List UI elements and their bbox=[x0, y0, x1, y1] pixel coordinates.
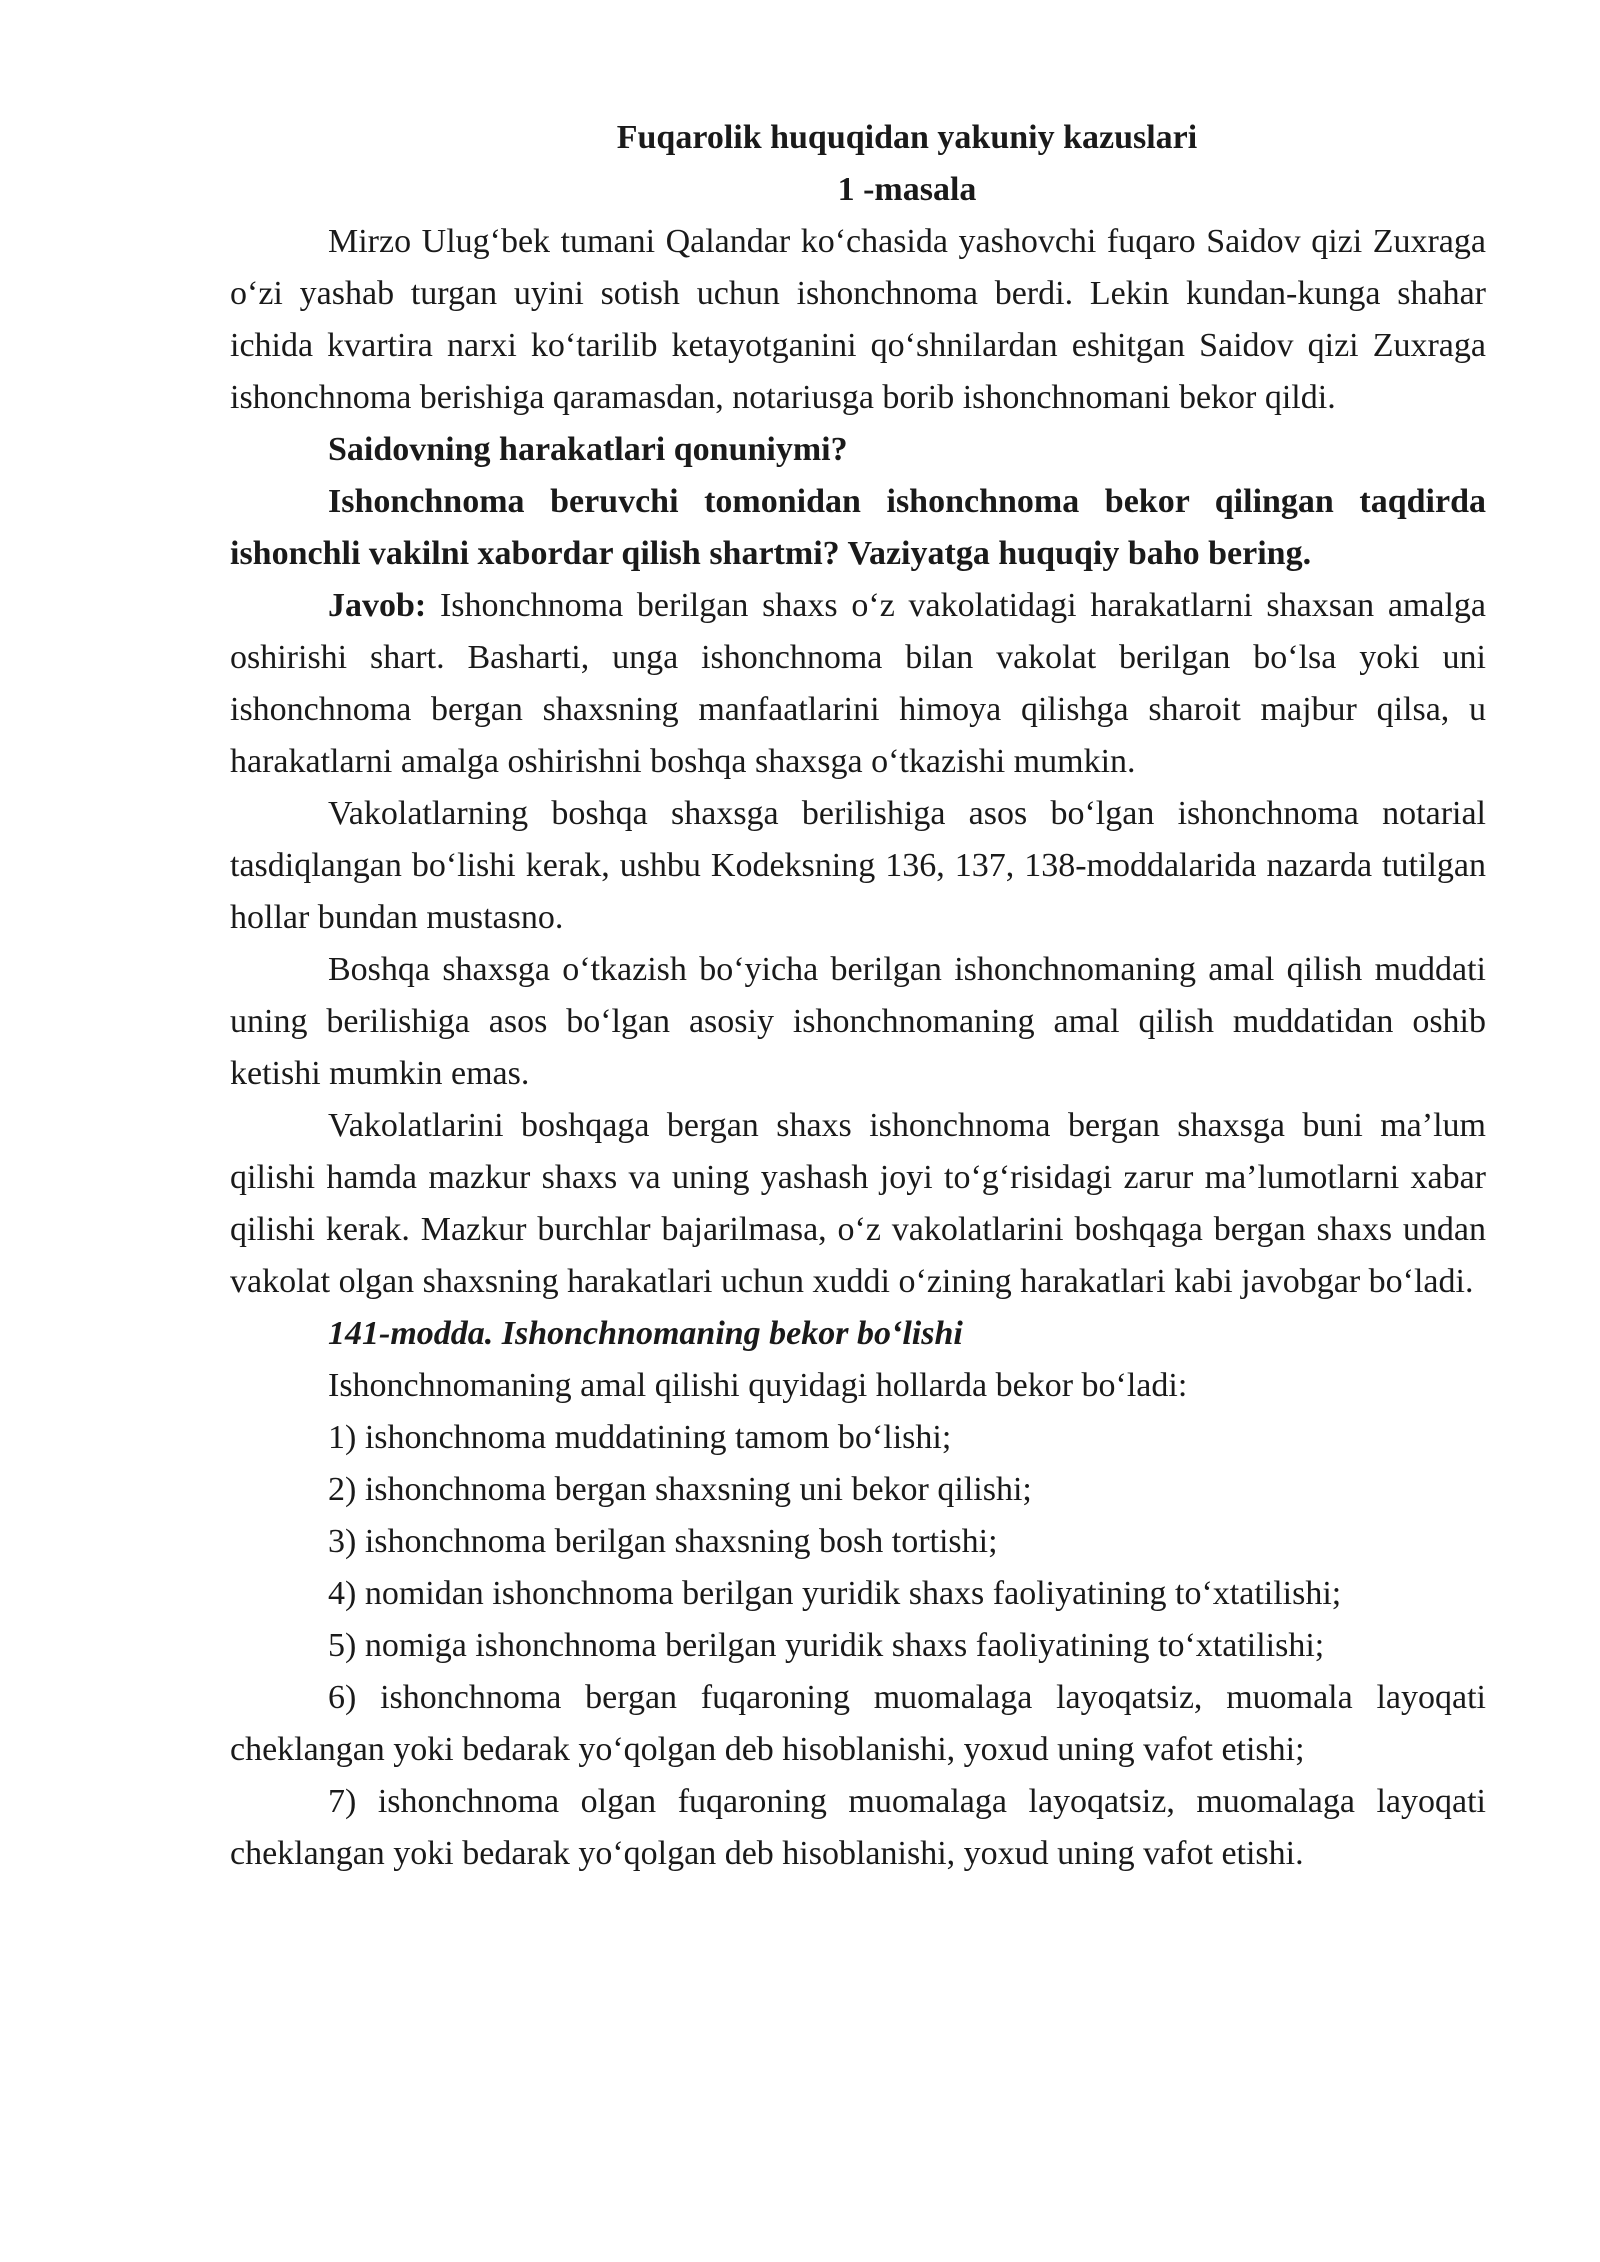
document-page bbox=[230, 112, 1486, 1880]
case-number: 1 -masala bbox=[837, 171, 977, 208]
paragraph-3: Boshqa shaxsga o‘tkazish bo‘yicha berilgan ishonchnomaning amal qilish muddati uning berilishiga asos bo‘lgan asosiy ishonchnomaning amal qilish muddatidan oshib ketishi mumkin emas. bbox=[230, 951, 1486, 1092]
answer-label: Javob: bbox=[328, 587, 427, 624]
list-item-1: 1) ishonchnoma muddatining tamom bo‘lishi; bbox=[328, 1419, 952, 1456]
answer-text: Ishonchnoma berilgan shaxs o‘z vakolatidagi harakatlarni shaxsan amalga oshirishi shart. Basharti, unga ishonchnoma bilan vakolat berilgan bo‘lsa yoki uni ishonchnoma bergan shaxsning manfaatlarini himoya qilishga sharoit majbur qilsa, u harakatlarni amalga oshirishni boshqa shaxsga o‘tkazishi mumkin. bbox=[230, 587, 1486, 780]
paragraph-4: Vakolatlarini boshqaga bergan shaxs ishonchnoma bergan shaxsga buni ma’lum qilishi hamda mazkur shaxs va uning yashash joyi to‘g‘risidagi zarur ma’lumotlarni xabar qilishi kerak. Mazkur burchlar bajarilmasa, o‘z vakolatlarini boshqaga bergan shaxs undan vakolat olgan shaxsning harakatlari uchun xuddi o‘zining harakatlari kabi javobgar bo‘ladi. bbox=[230, 1107, 1486, 1300]
answer-paragraph bbox=[230, 580, 1486, 788]
list-item-3: 3) ishonchnoma berilgan shaxsning bosh tortishi; bbox=[328, 1523, 998, 1560]
article-heading: 141-modda. Ishonchnomaning bekor bo‘lishi bbox=[328, 1315, 963, 1352]
question-2: Ishonchnoma beruvchi tomonidan ishonchnoma bekor qilingan taqdirda ishonchli vakilni xabordar qilish shartmi? Vaziyatga huquqiy baho bering. bbox=[230, 483, 1486, 572]
list-item-5: 5) nomiga ishonchnoma berilgan yuridik shaxs faoliyatining to‘xtatilishi; bbox=[328, 1627, 1325, 1664]
list-item-2: 2) ishonchnoma bergan shaxsning uni bekor qilishi; bbox=[328, 1471, 1032, 1508]
case-text: Mirzo Ulug‘bek tumani Qalandar ko‘chasida yashovchi fuqaro Saidov qizi Zuxraga o‘zi yashab turgan uyini sotish uchun ishonchnoma berdi. Lekin kundan-kunga shahar ichida kvartira narxi ko‘tarilib ketayotganini qo‘shnilardan eshitgan Saidov qizi Zuxraga ishonchnoma berishiga qaramasdan, notariusga borib ishonchnomani bekor qildi. bbox=[230, 223, 1486, 416]
list-item-7: 7) ishonchnoma olgan fuqaroning muomalaga layoqatsiz, muomalaga layoqati cheklangan yoki bedarak yo‘qolgan deb hisoblanishi, yoxud uning vafot etishi. bbox=[230, 1783, 1486, 1872]
question-1: Saidovning harakatlari qonuniymi? bbox=[328, 431, 848, 468]
document-title: Fuqarolik huquqidan yakuniy kazuslari bbox=[616, 119, 1198, 156]
list-item-6: 6) ishonchnoma bergan fuqaroning muomalaga layoqatsiz, muomala layoqati cheklangan yoki bedarak yo‘qolgan deb hisoblanishi, yoxud uning vafot etishi; bbox=[230, 1679, 1486, 1768]
article-intro: Ishonchnomaning amal qilishi quyidagi hollarda bekor bo‘ladi: bbox=[328, 1367, 1188, 1404]
list-item-4: 4) nomidan ishonchnoma berilgan yuridik shaxs faoliyatining to‘xtatilishi; bbox=[328, 1575, 1342, 1612]
paragraph-2: Vakolatlarning boshqa shaxsga berilishiga asos bo‘lgan ishonchnoma notarial tasdiqlangan bo‘lishi kerak, ushbu Kodeksning 136, 137, 138-moddalarida nazarda tutilgan hollar bundan mustasno. bbox=[230, 795, 1486, 936]
